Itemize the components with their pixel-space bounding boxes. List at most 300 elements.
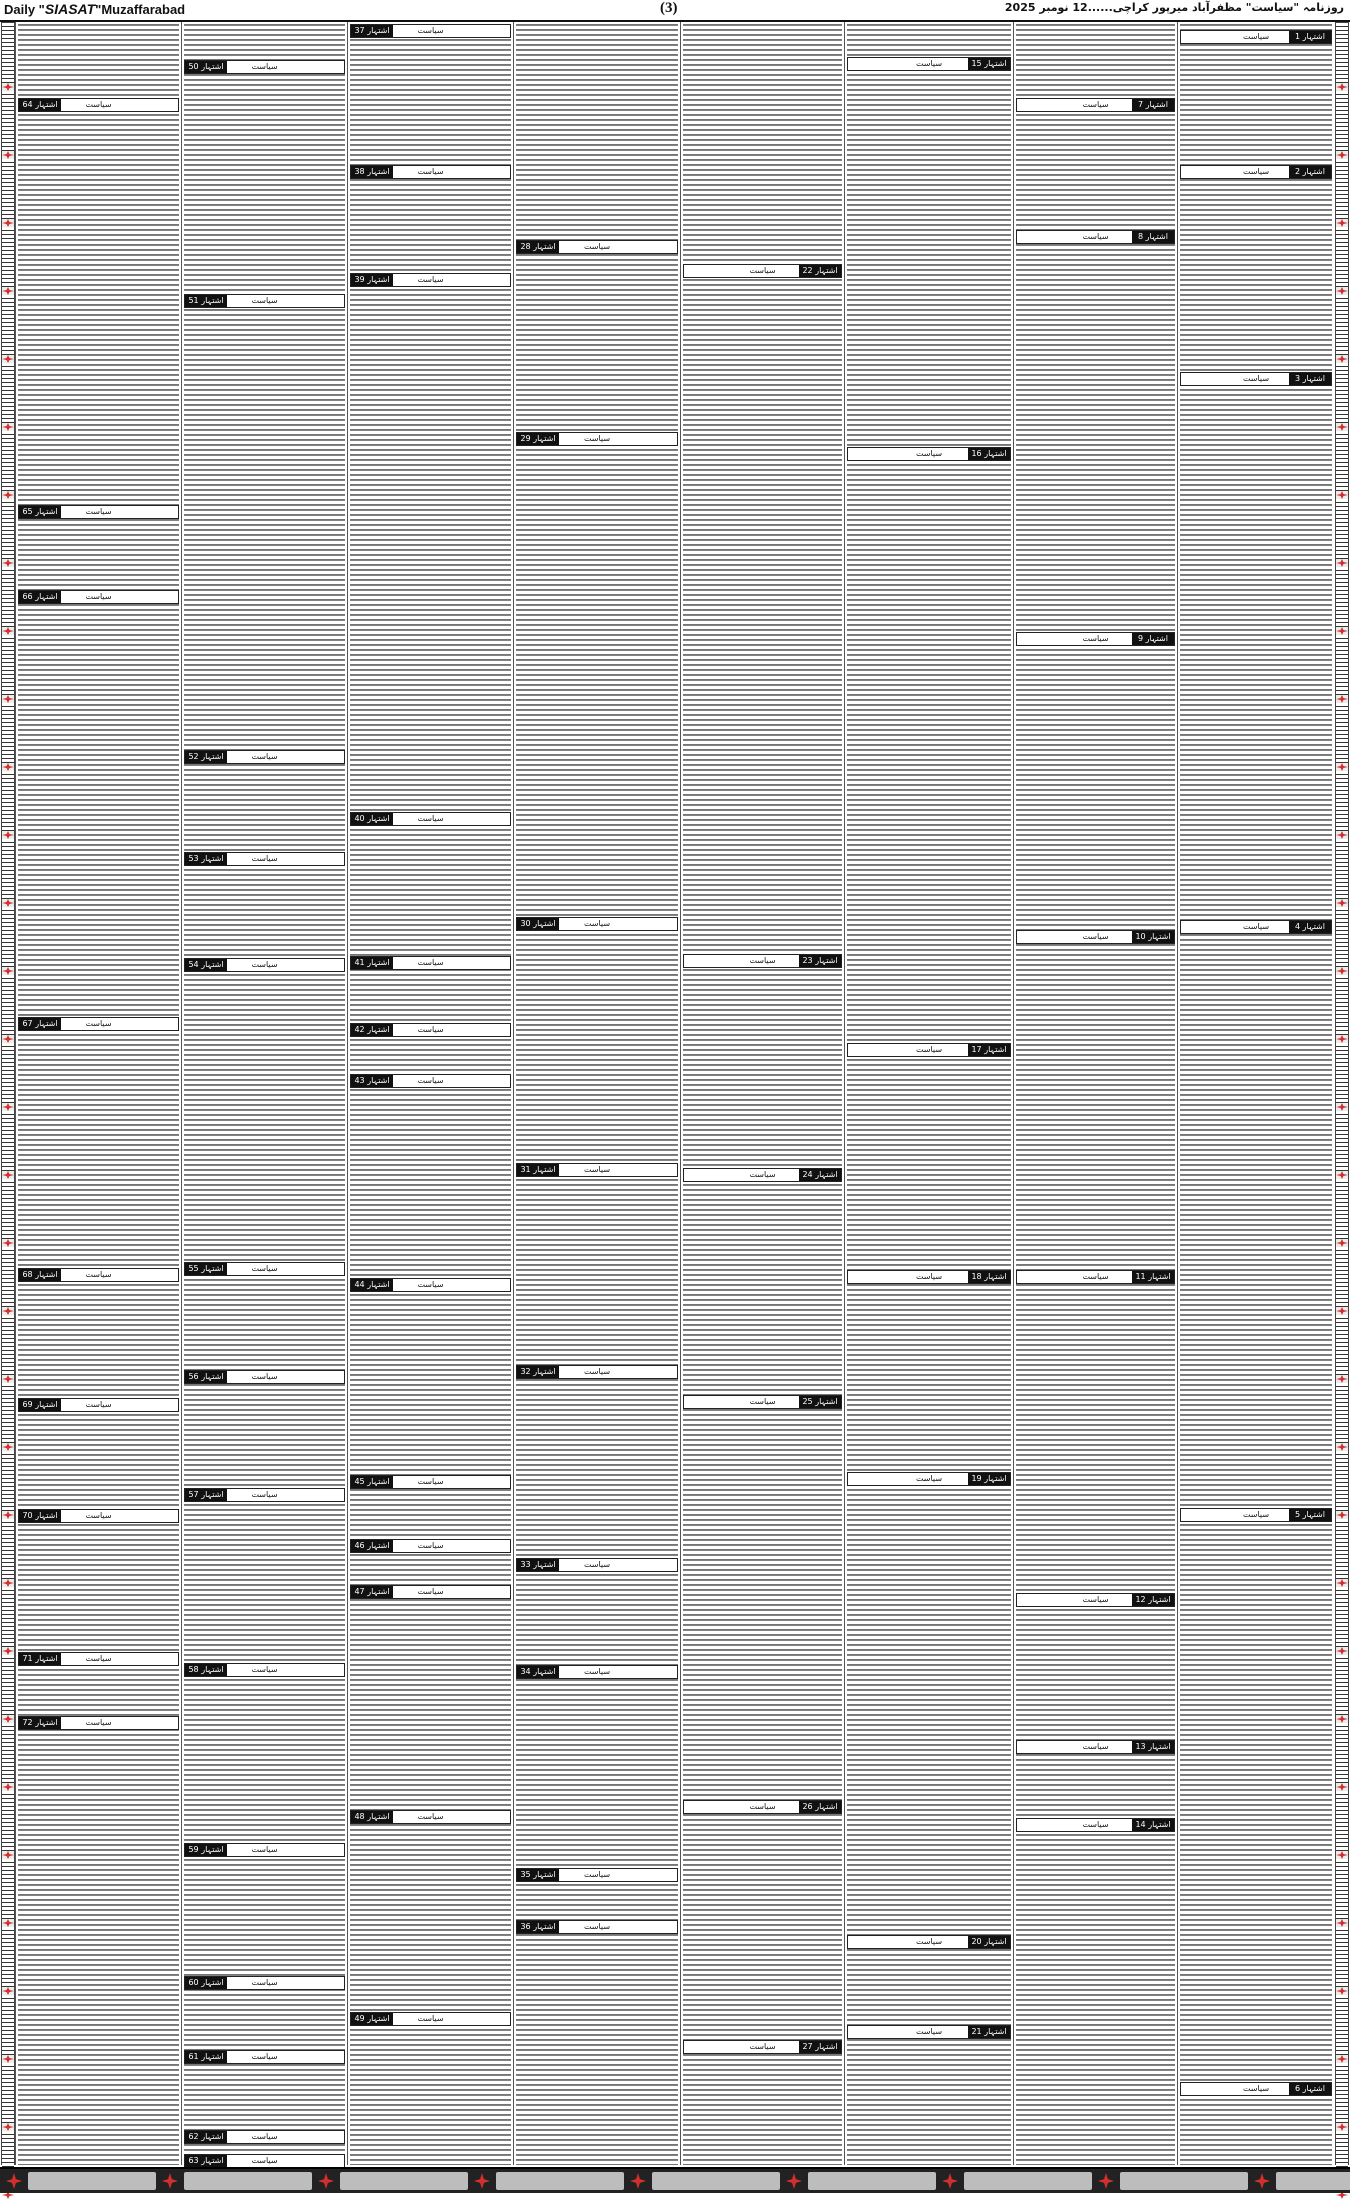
star-badge-icon: [1336, 771, 1348, 831]
star-badge-icon: [1336, 1927, 1348, 1987]
ad-heading: [1180, 2082, 1332, 2096]
ad-number: اشتہار 63: [185, 2155, 227, 2167]
ad-heading: [683, 2040, 842, 2054]
ad-heading-title: سیاست: [749, 1802, 776, 1811]
star-badge-icon: [318, 2173, 334, 2189]
star-badge-icon: [2, 1171, 14, 1179]
ad-heading-title: سیاست: [583, 434, 611, 443]
ad-heading-title: سیاست: [1082, 932, 1109, 941]
footer-band-segment: [340, 2172, 468, 2190]
star-badge-icon: [2, 1587, 14, 1647]
ad-heading: [516, 1868, 678, 1882]
ad-number: اشتہار 8: [1132, 231, 1174, 243]
ad-heading-title: سیاست: [749, 1170, 776, 1179]
ad-number: اشتہار 4: [1289, 921, 1331, 933]
ad-heading: [184, 2130, 345, 2144]
ad-heading-title: سیاست: [251, 1978, 278, 1987]
star-badge-icon: [1336, 635, 1348, 695]
ad-heading-title: سیاست: [1242, 374, 1270, 383]
star-badge-icon: [2, 363, 14, 423]
star-badge-icon: [2, 1043, 14, 1103]
star-badge-icon: [786, 2173, 802, 2189]
ad-heading-title: سیاست: [1242, 167, 1270, 176]
ad-heading-title: سیاست: [915, 449, 943, 458]
ad-heading: [1016, 1593, 1175, 1607]
star-badge-icon: [1336, 1647, 1348, 1655]
star-badge-icon: [2, 1315, 14, 1375]
star-badge-icon: [1336, 2123, 1348, 2131]
star-badge-icon: [1336, 1103, 1348, 1111]
ad-number: اشتہار 12: [1132, 1594, 1174, 1606]
ad-heading: [184, 750, 345, 764]
star-badge-icon: [1336, 219, 1348, 227]
star-badge-icon: [1336, 559, 1348, 567]
ad-heading-title: سیاست: [583, 1922, 611, 1931]
footer-band-segment: [808, 2172, 936, 2190]
ad-number: اشتہار 55: [185, 1263, 227, 1275]
star-badge-icon: [1336, 1511, 1348, 1519]
star-badge-icon: [2, 219, 14, 227]
ad-heading-title: سیاست: [85, 592, 112, 601]
ad-number: اشتہار 68: [19, 1269, 61, 1281]
star-badge-icon: [942, 2173, 958, 2189]
ad-heading-title: سیاست: [251, 2132, 278, 2141]
star-badge-icon: [162, 2173, 178, 2189]
ad-heading-title: سیاست: [417, 275, 444, 284]
ad-number: اشتہار 5: [1289, 1509, 1331, 1521]
star-badge-icon: [1336, 907, 1348, 967]
ad-heading: [1016, 930, 1175, 944]
star-badge-icon: [2, 1647, 14, 1655]
star-badge-icon: [2, 839, 14, 899]
masthead: [0, 0, 1350, 22]
ad-heading: [516, 1365, 678, 1379]
star-badge-icon: [2, 1851, 14, 1859]
star-badge-icon: [1336, 363, 1348, 423]
ad-heading: [683, 264, 842, 278]
star-badge-icon: [2, 1783, 14, 1791]
ad-heading: [18, 590, 179, 604]
ad-number: اشتہار 1: [1289, 31, 1331, 43]
ad-heading-title: سیاست: [417, 167, 444, 176]
ad-number: اشتہار 40: [351, 813, 393, 825]
ad-heading-title: سیاست: [1242, 1510, 1270, 1519]
ad-heading-title: سیاست: [1242, 32, 1270, 41]
star-badge-icon: [1336, 491, 1348, 499]
star-badge-icon: [2, 703, 14, 763]
ad-number: اشتہار 59: [185, 1844, 227, 1856]
star-badge-icon: [2, 763, 14, 771]
ad-heading-title: سیاست: [417, 26, 444, 35]
daily-label: Daily ": [4, 2, 45, 17]
star-badge-icon: [2, 431, 14, 491]
ad-heading: [184, 2154, 345, 2168]
star-badge-icon: [1336, 159, 1348, 219]
ad-heading: [350, 1810, 511, 1824]
text-column: [1016, 22, 1175, 2165]
ad-heading-title: سیاست: [749, 1397, 776, 1406]
star-badge-icon: [2, 1723, 14, 1783]
ad-heading: [184, 1663, 345, 1677]
star-badge-icon: [1336, 1791, 1348, 1851]
star-badge-icon: [2, 1375, 14, 1383]
star-badge-icon: [1336, 1383, 1348, 1443]
star-badge-icon: [2, 907, 14, 967]
star-badge-icon: [2, 1919, 14, 1927]
ad-heading: [516, 1163, 678, 1177]
ad-number: اشتہار 6: [1289, 2083, 1331, 2095]
star-badge-icon: [6, 2173, 22, 2189]
column-rule: [347, 22, 348, 2165]
brand-name: SIASAT: [44, 1, 96, 17]
ad-heading: [350, 1585, 511, 1599]
ad-heading: [683, 1168, 842, 1182]
ad-heading-title: سیاست: [583, 919, 611, 928]
star-badge-icon: [1336, 1919, 1348, 1927]
ad-number: اشتہار 23: [799, 955, 841, 967]
ad-heading: [350, 273, 511, 287]
ad-heading-title: سیاست: [749, 2042, 776, 2051]
ad-heading: [847, 1935, 1011, 1949]
ad-number: اشتہار 53: [185, 853, 227, 865]
star-badge-icon: [2, 1103, 14, 1111]
ad-number: اشتہار 48: [351, 1811, 393, 1823]
ad-heading: [18, 505, 179, 519]
ad-heading: [184, 2050, 345, 2064]
ad-heading-title: سیاست: [85, 1511, 112, 1520]
footer-band-segment: [1276, 2172, 1350, 2190]
star-badge-icon: [1336, 1859, 1348, 1919]
star-badge-icon: [2, 831, 14, 839]
star-badge-icon: [1336, 355, 1348, 363]
footer-band: [0, 2167, 1350, 2193]
ad-heading: [350, 956, 511, 970]
star-badge-icon: [1336, 1043, 1348, 1103]
star-badge-icon: [2, 627, 14, 635]
ad-heading: [1016, 98, 1175, 112]
star-badge-icon: [1336, 1171, 1348, 1179]
ad-heading: [847, 447, 1011, 461]
star-badge-icon: [2, 491, 14, 499]
star-badge-icon: [2, 1987, 14, 1995]
star-badge-icon: [2, 559, 14, 567]
column-rule: [680, 22, 681, 2165]
ad-number: اشتہار 16: [968, 448, 1010, 460]
ad-number: اشتہار 60: [185, 1977, 227, 1989]
ad-heading: [18, 1509, 179, 1523]
ad-heading-title: سیاست: [251, 1264, 278, 1273]
column-rule: [844, 22, 845, 2165]
ad-number: اشتہار 58: [185, 1664, 227, 1676]
ad-heading-title: سیاست: [251, 854, 278, 863]
ad-heading-title: سیاست: [85, 1654, 112, 1663]
ad-number: اشتہار 62: [185, 2131, 227, 2143]
ad-number: اشتہار 9: [1132, 633, 1174, 645]
ad-number: اشتہار 11: [1132, 1271, 1174, 1283]
ad-heading-title: سیاست: [417, 958, 444, 967]
ad-heading-title: سیاست: [1082, 1272, 1109, 1281]
star-badge-icon: [2, 83, 14, 91]
star-badge-icon: [2, 355, 14, 363]
ad-heading: [18, 1716, 179, 1730]
star-badge-icon: [1336, 295, 1348, 355]
text-column: [350, 22, 511, 2165]
ad-heading-title: سیاست: [417, 2014, 444, 2023]
ad-heading-title: سیاست: [915, 1272, 943, 1281]
masthead-left: [4, 1, 185, 17]
ad-heading-title: سیاست: [417, 1076, 444, 1085]
ad-number: اشتہار 41: [351, 957, 393, 969]
ad-heading: [847, 57, 1011, 71]
star-badge-icon: [1336, 703, 1348, 763]
ad-number: اشتہار 30: [517, 918, 559, 930]
ad-heading: [184, 852, 345, 866]
ad-heading-title: سیاست: [251, 960, 278, 969]
ad-number: اشتہار 15: [968, 58, 1010, 70]
star-badge-icon: [1336, 1307, 1348, 1315]
star-badge-icon: [630, 2173, 646, 2189]
ad-number: اشتہار 52: [185, 751, 227, 763]
star-badge-icon: [2, 695, 14, 703]
ad-heading-title: سیاست: [583, 1367, 611, 1376]
star-badge-icon: [2, 423, 14, 431]
page-number: (3): [660, 0, 678, 16]
star-badge-icon: [1336, 1315, 1348, 1375]
ad-number: اشتہار 14: [1132, 1819, 1174, 1831]
star-badge-icon: [2, 567, 14, 627]
ad-heading: [18, 1652, 179, 1666]
column-rule: [181, 22, 182, 2165]
star-badge-icon: [1336, 1375, 1348, 1383]
ad-number: اشتہار 70: [19, 1510, 61, 1522]
ad-heading: [350, 1475, 511, 1489]
ad-heading-title: سیاست: [251, 1665, 278, 1674]
ad-heading: [350, 812, 511, 826]
ad-heading-title: سیاست: [417, 1025, 444, 1034]
ad-number: اشتہار 18: [968, 1271, 1010, 1283]
star-badge-icon: [2, 91, 14, 151]
star-badge-icon: [1336, 1995, 1348, 2055]
ad-heading-title: سیاست: [251, 1490, 278, 1499]
star-badge-icon: [2, 1715, 14, 1723]
ad-heading-title: سیاست: [251, 2052, 278, 2061]
star-badge-icon: [1336, 151, 1348, 159]
star-badge-icon: [2, 1579, 14, 1587]
star-badge-icon: [1336, 1851, 1348, 1859]
ad-heading: [184, 1976, 345, 1990]
ad-heading-title: سیاست: [251, 1372, 278, 1381]
star-badge-icon: [2, 1655, 14, 1715]
ad-heading: [847, 2025, 1011, 2039]
star-badge-icon: [2, 1791, 14, 1851]
city-name: "Muzaffarabad: [95, 2, 186, 17]
star-badge-icon: [1336, 695, 1348, 703]
ad-heading: [184, 60, 345, 74]
star-badge-icon: [1336, 1179, 1348, 1239]
urdu-dateline: روزنامہ "سیاست" مظفرآباد میرپور کراچی......12 نومبر 2025: [1004, 1, 1344, 14]
star-badge-icon: [1336, 1783, 1348, 1791]
ad-heading: [516, 1558, 678, 1572]
ad-heading-title: سیاست: [1082, 1595, 1109, 1604]
ad-number: اشتہار 36: [517, 1921, 559, 1933]
ad-heading-title: سیاست: [1082, 634, 1109, 643]
ad-heading: [18, 1268, 179, 1282]
ad-number: اشتہار 67: [19, 1018, 61, 1030]
ad-heading: [1016, 1740, 1175, 1754]
ad-number: اشتہار 27: [799, 2041, 841, 2053]
ad-heading: [847, 1270, 1011, 1284]
star-badge-icon: [2, 159, 14, 219]
ad-heading: [350, 1278, 511, 1292]
star-badge-icon: [1336, 2063, 1348, 2123]
star-badge-icon: [1336, 1443, 1348, 1451]
star-badge-icon: [2, 1995, 14, 2055]
star-badge-icon: [2, 1859, 14, 1919]
ad-number: اشتہار 51: [185, 295, 227, 307]
ad-heading-title: سیاست: [251, 2156, 278, 2165]
ad-heading-title: سیاست: [915, 59, 943, 68]
ad-heading-title: سیاست: [417, 1812, 444, 1821]
ad-heading: [350, 165, 511, 179]
footer-band-segment: [652, 2172, 780, 2190]
ad-number: اشتہار 39: [351, 274, 393, 286]
star-badge-icon: [2, 2063, 14, 2123]
ad-number: اشتہار 71: [19, 1653, 61, 1665]
text-column: [18, 22, 179, 2165]
ad-heading: [1180, 920, 1332, 934]
ad-number: اشتہار 56: [185, 1371, 227, 1383]
ad-heading-title: سیاست: [417, 1587, 444, 1596]
ad-heading: [18, 1398, 179, 1412]
star-badge-icon: [1336, 975, 1348, 1035]
ad-number: اشتہار 19: [968, 1473, 1010, 1485]
ad-heading: [184, 958, 345, 972]
star-badge-icon: [2, 23, 14, 83]
ad-heading: [1180, 165, 1332, 179]
text-column: [847, 22, 1011, 2165]
star-badge-icon: [1336, 1247, 1348, 1307]
ad-number: اشتہار 46: [351, 1540, 393, 1552]
ad-heading: [18, 1017, 179, 1031]
ad-heading: [683, 1395, 842, 1409]
ad-heading: [184, 294, 345, 308]
ad-heading: [1180, 30, 1332, 44]
ad-number: اشتہار 25: [799, 1396, 841, 1408]
star-badge-icon: [1336, 1655, 1348, 1715]
star-badge-icon: [474, 2173, 490, 2189]
ad-heading-title: سیاست: [85, 1019, 112, 1028]
ad-heading-title: سیاست: [915, 2027, 943, 2036]
ad-heading-title: سیاست: [251, 1845, 278, 1854]
star-badge-icon: [1336, 1239, 1348, 1247]
star-badge-icon: [2, 1239, 14, 1247]
star-badge-icon: [1336, 899, 1348, 907]
ad-heading: [516, 917, 678, 931]
text-column: [1180, 22, 1332, 2165]
star-badge-icon: [2, 975, 14, 1035]
star-badge-icon: [1336, 627, 1348, 635]
ad-number: اشتہار 17: [968, 1044, 1010, 1056]
star-badge-icon: [2, 227, 14, 287]
ad-number: اشتہار 47: [351, 1586, 393, 1598]
ad-number: اشتہار 50: [185, 61, 227, 73]
star-badge-icon: [1098, 2173, 1114, 2189]
star-badge-icon: [1336, 1519, 1348, 1579]
star-badge-icon: [2, 899, 14, 907]
ad-number: اشتہار 34: [517, 1666, 559, 1678]
ad-number: اشتہار 42: [351, 1024, 393, 1036]
column-rule: [513, 22, 514, 2165]
star-badge-icon: [1336, 1715, 1348, 1723]
ad-number: اشتہار 10: [1132, 931, 1174, 943]
star-badge-icon: [2, 771, 14, 831]
star-badge-icon: [1336, 967, 1348, 975]
ad-number: اشتہار 61: [185, 2051, 227, 2063]
border-strip: [1, 22, 15, 2165]
star-badge-icon: [2, 1383, 14, 1443]
ad-number: اشتہار 35: [517, 1869, 559, 1881]
ad-number: اشتہار 38: [351, 166, 393, 178]
ad-heading: [1016, 230, 1175, 244]
star-badge-icon: [1336, 431, 1348, 491]
ad-heading-title: سیاست: [583, 1870, 611, 1879]
ad-heading: [847, 1472, 1011, 1486]
ad-heading-title: سیاست: [915, 1937, 943, 1946]
ad-number: اشتہار 28: [517, 241, 559, 253]
ad-number: اشتہار 7: [1132, 99, 1174, 111]
star-badge-icon: [2, 2055, 14, 2063]
ad-heading-title: سیاست: [85, 100, 112, 109]
ad-heading: [516, 1665, 678, 1679]
ad-heading: [516, 1920, 678, 1934]
star-badge-icon: [1254, 2173, 1270, 2189]
star-badge-icon: [1336, 1035, 1348, 1043]
star-badge-icon: [2, 1451, 14, 1511]
ad-heading: [683, 954, 842, 968]
column-rule: [15, 22, 16, 2165]
ad-number: اشتہار 66: [19, 591, 61, 603]
ad-heading-title: سیاست: [417, 1477, 444, 1486]
star-badge-icon: [2, 1111, 14, 1171]
ad-heading: [184, 1370, 345, 1384]
ad-heading: [350, 24, 511, 38]
ad-heading: [184, 1262, 345, 1276]
ad-number: اشتہار 54: [185, 959, 227, 971]
star-badge-icon: [1336, 499, 1348, 559]
star-badge-icon: [2, 1927, 14, 1987]
ad-number: اشتہار 24: [799, 1169, 841, 1181]
ad-heading: [1180, 372, 1332, 386]
ad-heading-title: سیاست: [583, 1560, 611, 1569]
star-badge-icon: [1336, 763, 1348, 771]
ad-heading-title: سیاست: [915, 1474, 943, 1483]
star-badge-icon: [2, 967, 14, 975]
star-badge-icon: [2, 1443, 14, 1451]
star-badge-icon: [1336, 1579, 1348, 1587]
ad-heading-title: سیاست: [583, 242, 611, 251]
ad-number: اشتہار 2: [1289, 166, 1331, 178]
ad-heading-title: سیاست: [417, 1280, 444, 1289]
ad-number: اشتہار 43: [351, 1075, 393, 1087]
ad-heading: [184, 1488, 345, 1502]
star-badge-icon: [2, 295, 14, 355]
star-badge-icon: [2, 1511, 14, 1519]
footer-band-segment: [184, 2172, 312, 2190]
ad-heading-title: سیاست: [417, 1541, 444, 1550]
ad-number: اشتہار 29: [517, 433, 559, 445]
ad-number: اشتہار 44: [351, 1279, 393, 1291]
ad-heading-title: سیاست: [85, 1400, 112, 1409]
